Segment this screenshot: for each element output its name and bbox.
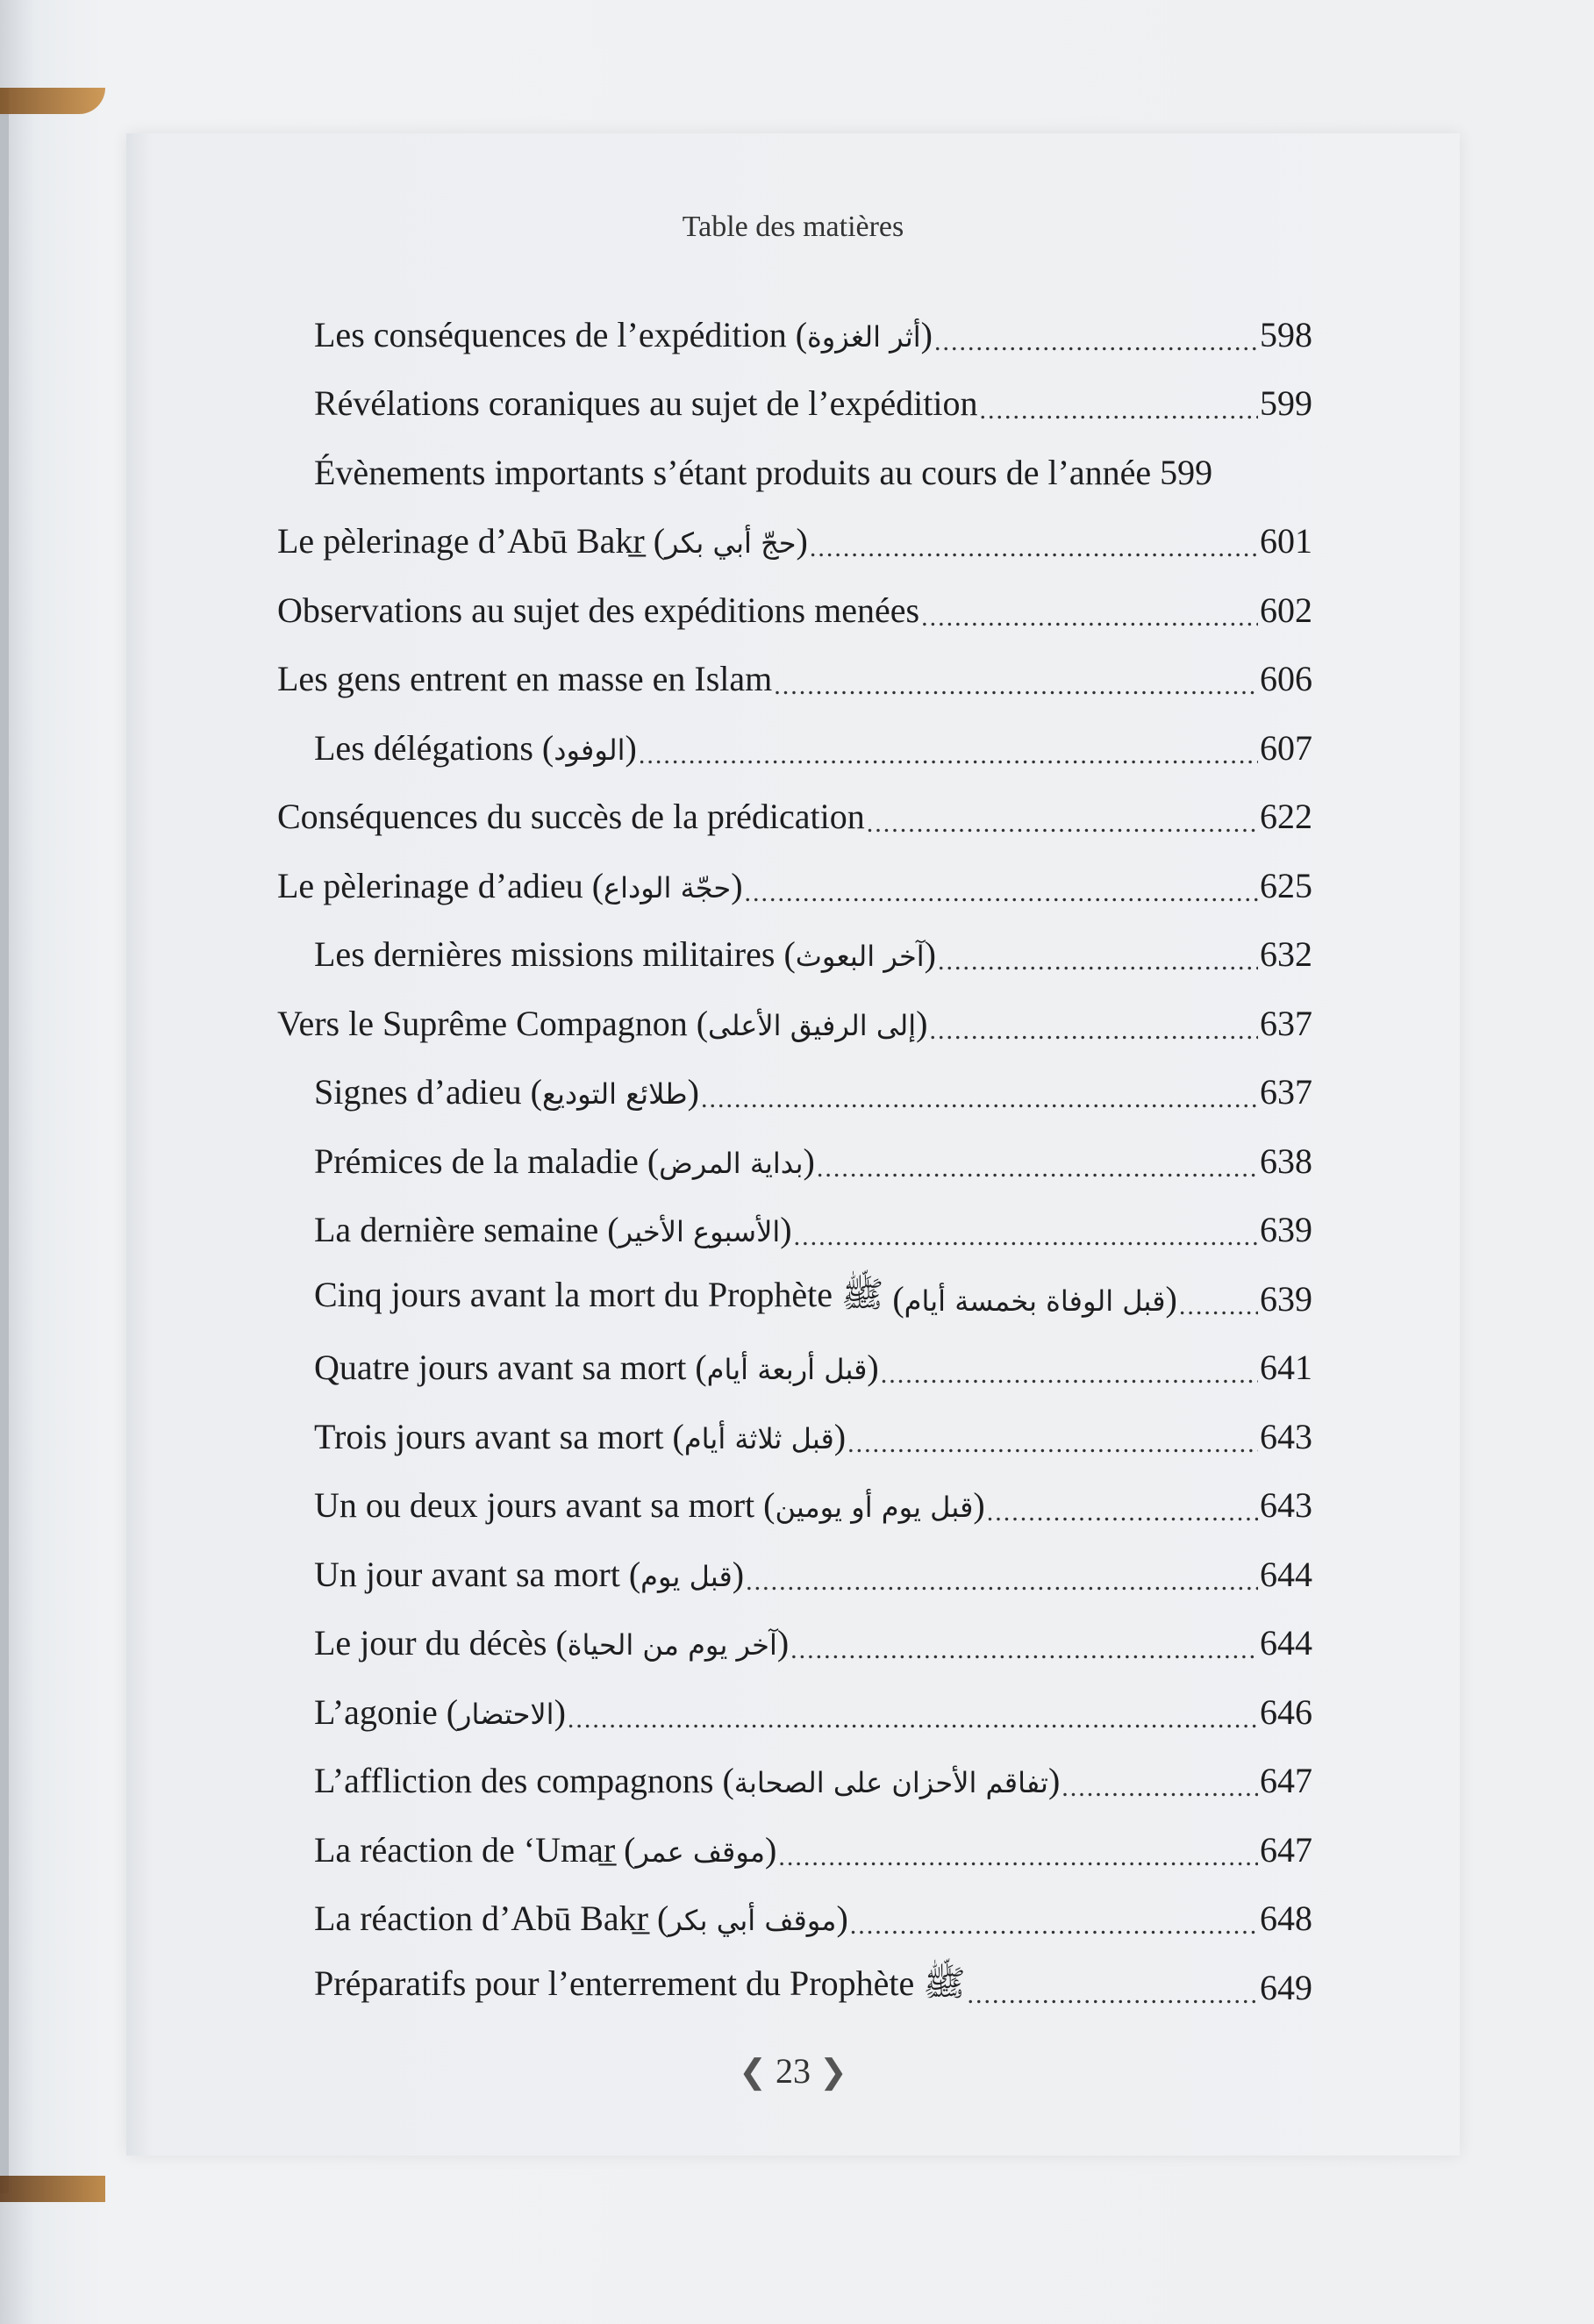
leader-dots bbox=[568, 1705, 1258, 1747]
entry-title: Prémices de la maladie bbox=[314, 1141, 639, 1181]
leader-dots bbox=[1061, 1773, 1258, 1815]
book-binding bbox=[0, 88, 9, 2193]
entry-title: Révélations coraniques au sujet de l’expédition bbox=[314, 383, 978, 424]
entry-page: 606 bbox=[1260, 659, 1312, 699]
entry-page: 599 bbox=[1260, 383, 1312, 424]
entry-arabic: (تفاقم الأحزان على الصحابة) bbox=[713, 1761, 1061, 1801]
entry-title: L’agonie bbox=[314, 1691, 438, 1732]
leader-dots bbox=[701, 1084, 1258, 1126]
entry-title: La dernière semaine bbox=[314, 1210, 599, 1250]
leader-dots bbox=[987, 1498, 1258, 1540]
entry-title: Le pèlerinage d’adieu bbox=[277, 865, 583, 905]
toc-entry bbox=[277, 1677, 1312, 1747]
entry-arabic: (موقف أبي بكر) bbox=[647, 1899, 848, 1939]
entry-arabic: (حجّة الوداع) bbox=[583, 865, 743, 905]
book-cover-edge-top bbox=[0, 88, 105, 114]
entry-arabic: (الوفود) bbox=[533, 727, 637, 768]
entry-arabic: (حجّ أبي بكر) bbox=[644, 521, 808, 561]
leader-dots bbox=[774, 671, 1258, 713]
page-footer bbox=[126, 2050, 1460, 2092]
leader-dots bbox=[746, 1567, 1258, 1609]
entry-arabic: (موقف عمر) bbox=[615, 1829, 777, 1870]
entry-title: Le jour du décès bbox=[314, 1623, 547, 1663]
entry-arabic: (قبل الوفاة بخمسة أيام) bbox=[883, 1278, 1177, 1319]
running-header: Table des matières bbox=[682, 211, 904, 243]
leader-dots bbox=[968, 1980, 1258, 2022]
leader-dots bbox=[810, 533, 1258, 576]
toc-entry bbox=[277, 783, 1312, 852]
entry-arabic: (بداية المرض) bbox=[638, 1141, 815, 1181]
leader-dots bbox=[979, 396, 1258, 438]
book-cover-edge-bottom bbox=[0, 2176, 105, 2202]
leader-dots bbox=[778, 1842, 1258, 1884]
entry-title: Un ou deux jours avant sa mort bbox=[314, 1485, 755, 1526]
leader-dots bbox=[639, 740, 1258, 783]
table-of-contents bbox=[277, 300, 1312, 2022]
toc-entry bbox=[277, 300, 1312, 369]
entry-title: Les conséquences de l’expédition bbox=[314, 314, 787, 354]
entry-title: Observations au sujet des expéditions menées bbox=[277, 590, 920, 630]
entry-title: Préparatifs pour l’enterrement du Prophète ﷺ bbox=[314, 1963, 966, 2004]
leader-dots bbox=[934, 327, 1258, 369]
toc-entry bbox=[277, 645, 1312, 714]
toc-entry bbox=[277, 1815, 1312, 1884]
entry-page: 641 bbox=[1260, 1348, 1312, 1388]
entry-title: Le pèlerinage d’Abū Bakr̲ bbox=[277, 521, 645, 561]
toc-entry bbox=[277, 438, 1312, 507]
entry-title: L’affliction des compagnons bbox=[314, 1761, 714, 1801]
entry-arabic: (أثر الغزوة) bbox=[786, 314, 933, 354]
entry-title: Cinq jours avant la mort du Prophète ﷺ bbox=[314, 1275, 884, 1315]
entry-title: La réaction d’Abū Bakr̲ bbox=[314, 1899, 648, 1939]
toc-entry bbox=[277, 507, 1312, 576]
entry-title: Trois jours avant sa mort bbox=[314, 1416, 664, 1456]
leader-dots bbox=[938, 947, 1258, 989]
entry-title: Conséquences du succès de la prédication bbox=[277, 797, 865, 837]
toc-entry bbox=[277, 576, 1312, 645]
leader-dots bbox=[921, 603, 1258, 645]
entry-page: 598 bbox=[1260, 314, 1312, 354]
ornament-left-icon: ❮ bbox=[739, 2054, 767, 2091]
leader-dots bbox=[867, 809, 1258, 851]
leader-dots bbox=[847, 1429, 1258, 1471]
toc-entry bbox=[277, 1609, 1312, 1678]
book-page bbox=[126, 133, 1460, 2156]
entry-page: 647 bbox=[1260, 1829, 1312, 1870]
toc-entry bbox=[277, 1402, 1312, 1471]
toc-entry bbox=[277, 1540, 1312, 1609]
toc-entry bbox=[277, 1471, 1312, 1541]
toc-entry bbox=[277, 369, 1312, 439]
entry-page: 602 bbox=[1260, 590, 1312, 630]
leader-dots bbox=[745, 878, 1258, 920]
entry-page: 647 bbox=[1260, 1761, 1312, 1801]
entry-arabic: (قبل يوم أو يومين) bbox=[754, 1485, 985, 1526]
entry-page: 644 bbox=[1260, 1623, 1312, 1663]
entry-title: Les gens entrent en masse en Islam bbox=[277, 659, 773, 699]
entry-page: 625 bbox=[1260, 865, 1312, 905]
entry-arabic: (طلائع التوديع) bbox=[521, 1072, 699, 1112]
entry-page: 638 bbox=[1260, 1141, 1312, 1181]
entry-page: 599 bbox=[1160, 452, 1213, 492]
entry-arabic: (قبل ثلاثة أيام) bbox=[663, 1416, 847, 1456]
page-number: 23 bbox=[776, 2051, 811, 2091]
toc-entry bbox=[277, 1953, 1312, 2022]
leader-dots bbox=[881, 1360, 1258, 1402]
leader-dots bbox=[850, 1911, 1258, 1953]
entry-title: Évènements importants s’étant produits au cours de l’année bbox=[314, 452, 1152, 492]
entry-title: Signes d’adieu bbox=[314, 1072, 522, 1112]
entry-title: Vers le Suprême Compagnon bbox=[277, 1003, 688, 1043]
entry-title: La réaction de ‘Umar̲ bbox=[314, 1829, 616, 1870]
entry-page: 632 bbox=[1260, 934, 1312, 975]
entry-page: 643 bbox=[1260, 1416, 1312, 1456]
leader-dots bbox=[794, 1222, 1258, 1264]
toc-entry bbox=[277, 1264, 1312, 1334]
leader-dots bbox=[929, 1016, 1258, 1058]
entry-title: Les dernières missions militaires bbox=[314, 934, 776, 975]
toc-entry bbox=[277, 1884, 1312, 1954]
toc-entry bbox=[277, 1747, 1312, 1816]
entry-page: 643 bbox=[1260, 1485, 1312, 1526]
entry-arabic: (الاحتضار) bbox=[437, 1691, 566, 1732]
toc-entry bbox=[277, 1334, 1312, 1403]
entry-page: 639 bbox=[1260, 1210, 1312, 1250]
entry-page: 607 bbox=[1260, 727, 1312, 768]
toc-entry bbox=[277, 851, 1312, 920]
entry-title: Les délégations bbox=[314, 727, 533, 768]
entry-arabic: (آخر البعوث) bbox=[775, 934, 936, 975]
entry-page: 649 bbox=[1260, 1967, 1312, 2007]
entry-title: Quatre jours avant sa mort bbox=[314, 1348, 687, 1388]
leader-dots bbox=[790, 1635, 1258, 1677]
entry-page: 637 bbox=[1260, 1003, 1312, 1043]
entry-page: 646 bbox=[1260, 1691, 1312, 1732]
toc-entry bbox=[277, 1196, 1312, 1265]
toc-entry bbox=[277, 713, 1312, 783]
toc-entry bbox=[277, 920, 1312, 990]
entry-page: 639 bbox=[1260, 1278, 1312, 1319]
entry-arabic: (إلى الرفيق الأعلى) bbox=[687, 1003, 928, 1043]
toc-entry bbox=[277, 1126, 1312, 1196]
entry-page: 648 bbox=[1260, 1899, 1312, 1939]
entry-page: 622 bbox=[1260, 797, 1312, 837]
entry-arabic: (قبل أربعة أيام) bbox=[686, 1348, 879, 1388]
toc-entry bbox=[277, 989, 1312, 1058]
toc-entry bbox=[277, 1058, 1312, 1127]
entry-page: 644 bbox=[1260, 1554, 1312, 1594]
leader-dots bbox=[1179, 1291, 1258, 1334]
entry-arabic: (قبل يوم) bbox=[619, 1554, 745, 1594]
entry-arabic: (آخر يوم من الحياة) bbox=[547, 1623, 790, 1663]
leader-dots bbox=[817, 1154, 1258, 1196]
entry-title: Un jour avant sa mort bbox=[314, 1554, 620, 1594]
entry-page: 601 bbox=[1260, 521, 1312, 561]
entry-page: 637 bbox=[1260, 1072, 1312, 1112]
entry-arabic: (الأسبوع الأخير) bbox=[598, 1210, 792, 1250]
ornament-right-icon: ❯ bbox=[819, 2054, 847, 2091]
